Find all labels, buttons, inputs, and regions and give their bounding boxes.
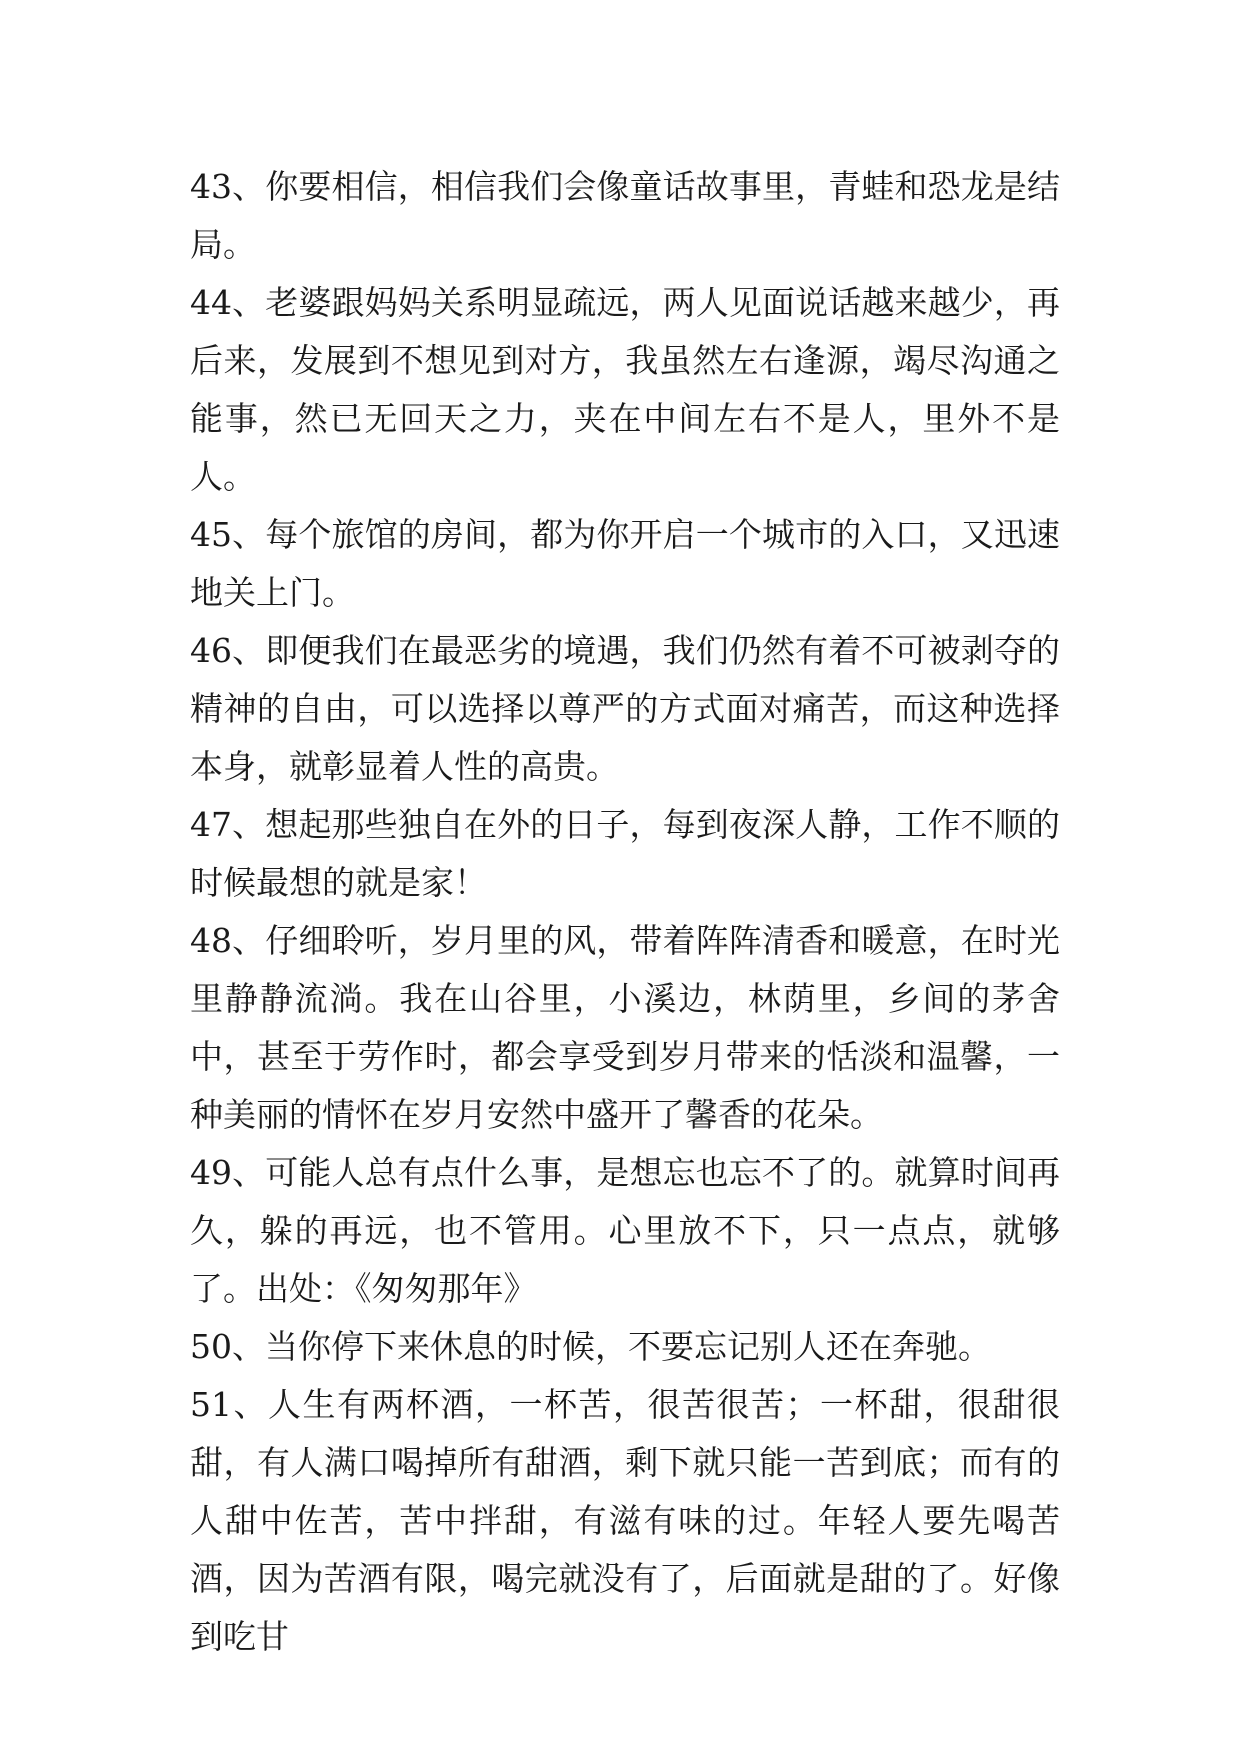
paragraph-50: 50、当你停下来休息的时候，不要忘记别人还在奔驰。 bbox=[190, 1327, 991, 1366]
paragraph-45: 45、每个旅馆的房间，都为你开启一个城市的入口，又迅速地关上门。 bbox=[190, 515, 1060, 612]
paragraph-47: 47、想起那些独自在外的日子，每到夜深人静，工作不顺的时候最想的就是家！ bbox=[190, 805, 1060, 902]
paragraph-51: 51、人生有两杯酒，一杯苦，很苦很苦；一杯甜，很甜很甜，有人满口喝掉所有甜酒，剩下就只能一苦到底；而有的人甜中佐苦，苦中拌甜，有滋有味的过。年轻人要先喝苦酒，因为苦酒有限，喝完就没有了，后面就是甜的了。好像到吃甘 bbox=[190, 1385, 1060, 1656]
body-text bbox=[190, 158, 1060, 1666]
paragraph-44: 44、老婆跟妈妈关系明显疏远，两人见面说话越来越少，再后来，发展到不想见到对方，我虽然左右逢源，竭尽沟通之能事，然已无回天之力，夹在中间左右不是人，里外不是人。 bbox=[190, 283, 1060, 496]
paragraph-46: 46、即便我们在最恶劣的境遇，我们仍然有着不可被剥夺的精神的自由，可以选择以尊严的方式面对痛苦，而这种选择本身，就彰显着人性的高贵。 bbox=[190, 631, 1060, 786]
paragraph-49: 49、可能人总有点什么事，是想忘也忘不了的。就算时间再久，躲的再远，也不管用。心里放不下，只一点点，就够了。出处：《匆匆那年》 bbox=[190, 1153, 1060, 1308]
paragraph-48: 48、仔细聆听，岁月里的风，带着阵阵清香和暖意，在时光里静静流淌。我在山谷里，小溪边，林荫里，乡间的茅舍中，甚至于劳作时，都会享受到岁月带来的恬淡和温馨，一种美丽的情怀在岁月安然中盛开了馨香的花朵。 bbox=[190, 921, 1060, 1134]
paragraph-43: 43、你要相信，相信我们会像童话故事里，青蛙和恐龙是结局。 bbox=[190, 167, 1060, 264]
